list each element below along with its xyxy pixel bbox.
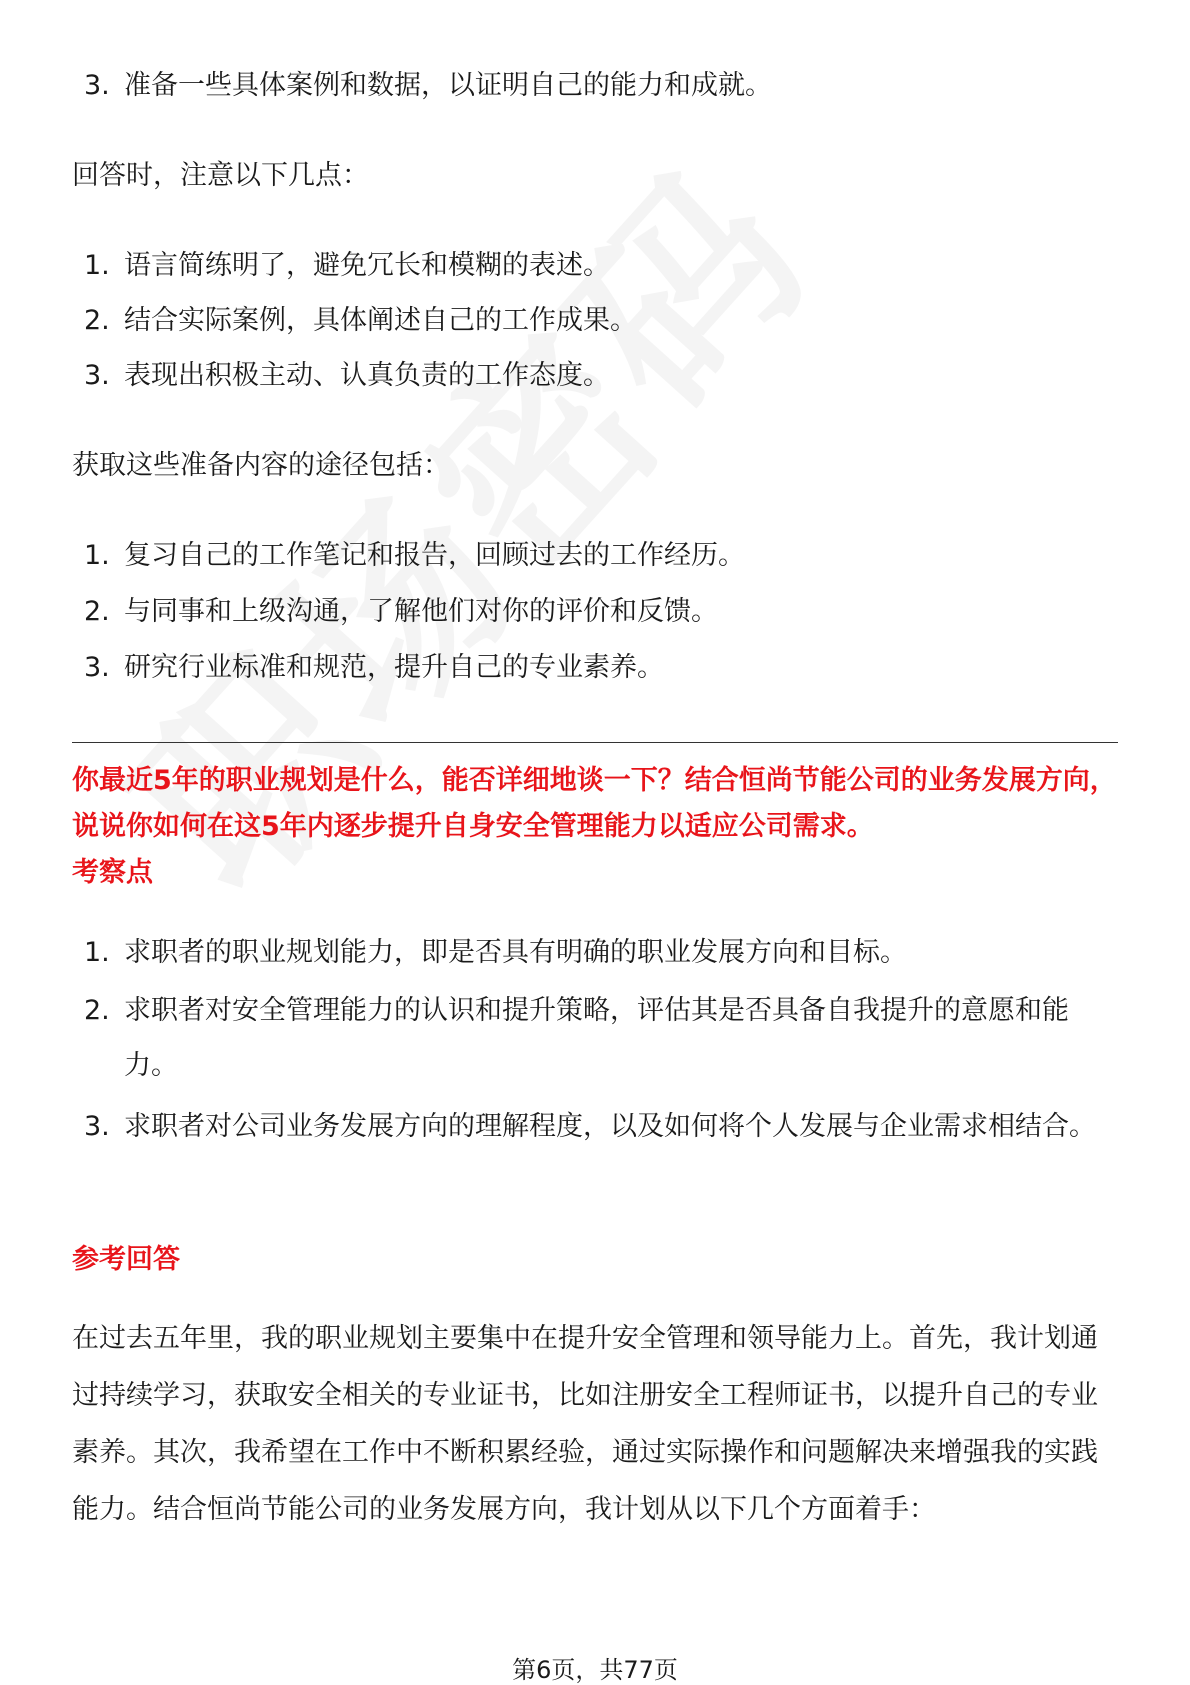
list-text: 复习自己的工作笔记和报告，回顾过去的工作经历。 bbox=[124, 540, 745, 571]
list-text: 求职者对安全管理能力的认识和提升策略，评估其是否具备自我提升的意愿和能力。 bbox=[124, 995, 1069, 1081]
reference-title: 参考回答 bbox=[72, 1244, 180, 1275]
list-text: 准备一些具体案例和数据，以证明自己的能力和成就。 bbox=[124, 70, 772, 101]
section-divider bbox=[72, 742, 1118, 743]
list-number: 3. bbox=[84, 70, 110, 101]
list-item bbox=[84, 925, 1114, 980]
list-number: 1. bbox=[84, 937, 110, 968]
question-heading: 你最近5年的职业规划是什么，能否详细地谈一下？结合恒尚节能公司的业务发展方向，说说你如何在这5年内逐步提升自身安全管理能力以适应公司需求。 bbox=[72, 765, 1117, 842]
list-number: 1. bbox=[84, 250, 110, 281]
list-text: 研究行业标准和规范，提升自己的专业素养。 bbox=[124, 652, 664, 683]
list-number: 1. bbox=[84, 540, 110, 571]
list-text: 表现出积极主动、认真负责的工作态度。 bbox=[124, 360, 610, 391]
reference-answer: 在过去五年里，我的职业规划主要集中在提升安全管理和领导能力上。首先，我计划通过持续学习，获取安全相关的专业证书，比如注册安全工程师证书，以提升自己的专业素养。其次，我希望在工作中不断积累经验，通过实际操作和问题解决来增强我的实践能力。结合恒尚节能公司的业务发展方向，我计划从以下几个方面着手： bbox=[72, 1323, 1098, 1525]
list-number: 3. bbox=[84, 360, 110, 391]
list-number: 3. bbox=[84, 1111, 110, 1142]
sources-intro: 获取这些准备内容的途径包括： bbox=[72, 450, 450, 481]
list-number: 2. bbox=[84, 995, 110, 1026]
page-number: 第6页，共77页 bbox=[512, 1656, 678, 1684]
list-number: 3. bbox=[84, 652, 110, 683]
assessment-title: 考察点 bbox=[72, 857, 153, 888]
list-item bbox=[84, 293, 1114, 348]
list-text: 语言简练明了，避免冗长和模糊的表述。 bbox=[124, 250, 610, 281]
list-item bbox=[84, 584, 1114, 639]
list-text: 求职者对公司业务发展方向的理解程度，以及如何将个人发展与企业需求相结合。 bbox=[124, 1111, 1096, 1142]
answer-tips-intro: 回答时，注意以下几点： bbox=[72, 160, 369, 191]
list-number: 2. bbox=[84, 305, 110, 336]
list-text: 结合实际案例，具体阐述自己的工作成果。 bbox=[124, 305, 637, 336]
list-item bbox=[84, 238, 1114, 293]
list-number: 2. bbox=[84, 596, 110, 627]
list-item bbox=[84, 348, 1114, 403]
list-item bbox=[84, 640, 1114, 695]
list-item bbox=[84, 528, 1114, 583]
list-item bbox=[84, 983, 1114, 1093]
list-text: 与同事和上级沟通，了解他们对你的评价和反馈。 bbox=[124, 596, 718, 627]
list-text: 求职者的职业规划能力，即是否具有明确的职业发展方向和目标。 bbox=[124, 937, 907, 968]
list-item bbox=[84, 1099, 1114, 1154]
list-item bbox=[84, 58, 1114, 113]
